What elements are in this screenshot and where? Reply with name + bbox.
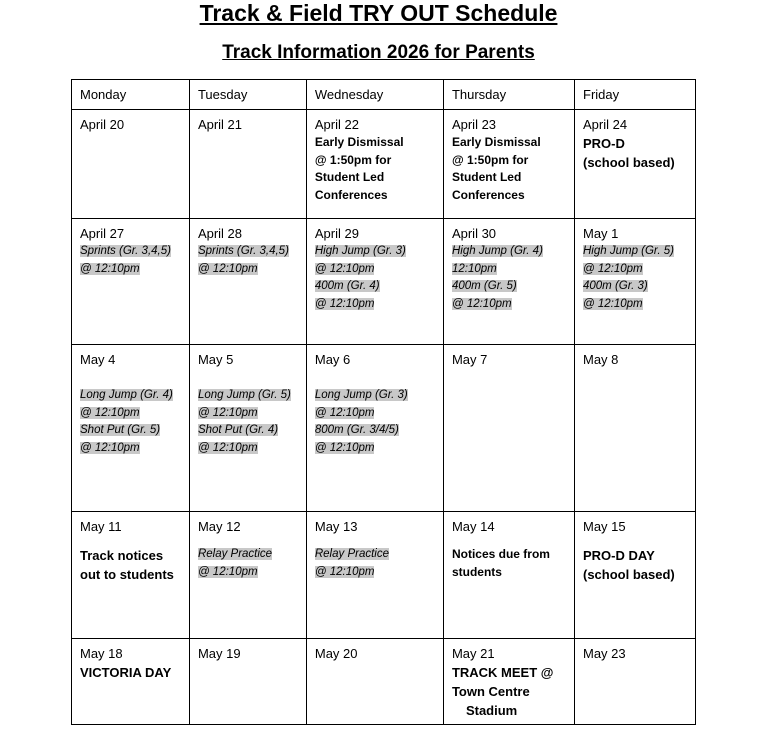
- event-text: @ 12:10pm: [314, 297, 375, 310]
- event-text: @ 12:10pm: [583, 262, 643, 275]
- day-note: VICTORIA DAY: [80, 665, 172, 680]
- day-cell: [306, 512, 443, 639]
- day-cell: [575, 219, 696, 345]
- day-cell: [72, 110, 190, 219]
- page-subtitle: Track Information 2026 for Parents: [222, 42, 535, 63]
- week-row: [72, 345, 696, 512]
- day-note: students: [451, 564, 502, 579]
- event-text: @ 12:10pm: [314, 406, 375, 419]
- day-cell: [443, 512, 574, 639]
- day-note: @ 1:50pm for: [314, 152, 392, 167]
- day-date: April 23: [451, 117, 497, 132]
- event-text: Sprints (Gr. 3,4,5): [80, 245, 171, 257]
- day-date: May 13: [314, 519, 358, 534]
- day-date: April 20: [80, 117, 125, 132]
- schedule-table: [71, 79, 696, 725]
- event-text: @ 12:10pm: [80, 441, 140, 454]
- page-title: Track & Field TRY OUT Schedule: [199, 0, 558, 26]
- day-note: PRO-D DAY: [583, 548, 655, 563]
- day-cell: [189, 512, 306, 639]
- day-note: Stadium: [465, 703, 518, 718]
- day-note: Notices due from: [451, 547, 550, 561]
- event-text: 400m (Gr. 5): [451, 280, 517, 292]
- day-date: May 14: [451, 519, 495, 534]
- day-date: April 22: [314, 117, 359, 132]
- event-text: Sprints (Gr. 3,4,5): [197, 245, 289, 257]
- event-text: Long Jump (Gr. 3): [314, 389, 408, 401]
- event-text: @ 12:10pm: [451, 297, 512, 310]
- header-cell-friday: Friday: [575, 80, 696, 110]
- day-date: May 12: [197, 519, 241, 534]
- header-row: [72, 80, 696, 110]
- day-note: @ 1:50pm for: [451, 152, 529, 167]
- event-text: Relay Practice: [197, 548, 273, 560]
- event-text: @ 12:10pm: [80, 262, 140, 275]
- day-note: Conferences: [451, 187, 525, 202]
- day-note: Track notices: [80, 548, 164, 563]
- day-cell: [306, 345, 443, 512]
- header-cell-wednesday: Wednesday: [306, 80, 443, 110]
- event-text: 400m (Gr. 4): [314, 280, 380, 292]
- day-date: April 24: [583, 117, 628, 132]
- week-row: [72, 110, 696, 219]
- event-text: @ 12:10pm: [583, 297, 643, 310]
- event-text: 800m (Gr. 3/4/5): [314, 424, 399, 436]
- day-date: May 6: [314, 352, 351, 367]
- day-note: (school based): [583, 155, 675, 170]
- event-text: @ 12:10pm: [314, 565, 375, 578]
- header-cell-monday: Monday: [72, 80, 190, 110]
- event-text: @ 12:10pm: [314, 441, 375, 454]
- day-cell: [443, 219, 574, 345]
- event-text: @ 12:10pm: [197, 406, 258, 419]
- week-row: [72, 639, 696, 725]
- day-cell: [72, 219, 190, 345]
- day-cell: [189, 110, 306, 219]
- day-note: Student Led: [314, 170, 385, 184]
- day-note: Conferences: [314, 187, 388, 202]
- day-cell: [189, 639, 306, 725]
- day-cell: [306, 219, 443, 345]
- day-cell: [443, 110, 574, 219]
- event-text: @ 12:10pm: [197, 441, 258, 454]
- day-date: May 7: [451, 352, 488, 367]
- day-date: May 20: [314, 646, 358, 661]
- day-cell: [72, 512, 190, 639]
- event-text: Shot Put (Gr. 4): [197, 424, 279, 436]
- event-text: Long Jump (Gr. 5): [197, 389, 291, 401]
- event-text: High Jump (Gr. 4): [451, 245, 543, 257]
- day-note: Town Centre: [451, 684, 530, 699]
- event-text: High Jump (Gr. 3): [314, 245, 406, 257]
- event-text: 400m (Gr. 3): [583, 280, 648, 292]
- day-date: April 29: [314, 226, 359, 241]
- day-note: (school based): [583, 567, 675, 582]
- day-cell: [443, 639, 574, 725]
- day-cell: [72, 639, 190, 725]
- event-text: 12:10pm: [451, 262, 497, 275]
- day-date: May 23: [583, 646, 626, 661]
- event-text: @ 12:10pm: [197, 565, 258, 578]
- day-cell: [575, 512, 696, 639]
- day-date: April 27: [80, 226, 125, 241]
- day-cell: [575, 639, 696, 725]
- day-cell: [575, 345, 696, 512]
- day-cell: [189, 219, 306, 345]
- header-cell-thursday: Thursday: [443, 80, 574, 110]
- day-cell: [443, 345, 574, 512]
- day-cell: [575, 110, 696, 219]
- day-note: PRO-D: [583, 136, 625, 151]
- day-date: May 21: [451, 646, 495, 661]
- day-note: TRACK MEET @: [451, 665, 554, 680]
- day-date: April 28: [197, 226, 243, 241]
- day-date: May 11: [80, 519, 122, 534]
- event-text: Long Jump (Gr. 4): [80, 389, 173, 401]
- day-date: April 30: [451, 226, 497, 241]
- event-text: @ 12:10pm: [314, 262, 375, 275]
- day-cell: [189, 345, 306, 512]
- day-note: Early Dismissal: [314, 135, 404, 149]
- day-date: May 4: [80, 352, 116, 367]
- event-text: @ 12:10pm: [80, 406, 140, 419]
- day-date: May 19: [197, 646, 241, 661]
- day-cell: [72, 345, 190, 512]
- header-cell-tuesday: Tuesday: [189, 80, 306, 110]
- day-note: Early Dismissal: [451, 135, 541, 149]
- day-cell: [306, 110, 443, 219]
- event-text: Shot Put (Gr. 5): [80, 424, 161, 436]
- day-note: Student Led: [451, 170, 522, 184]
- day-date: May 18: [80, 646, 123, 661]
- event-text: High Jump (Gr. 5): [583, 245, 674, 257]
- day-date: May 5: [197, 352, 234, 367]
- day-note: out to students: [80, 567, 174, 582]
- week-row: [72, 512, 696, 639]
- week-row: [72, 219, 696, 345]
- day-date: May 1: [583, 226, 619, 241]
- day-date: May 15: [583, 519, 626, 534]
- day-date: April 21: [197, 117, 243, 132]
- day-cell: [306, 639, 443, 725]
- event-text: Relay Practice: [314, 548, 389, 560]
- day-date: May 8: [583, 352, 619, 367]
- event-text: @ 12:10pm: [197, 262, 258, 275]
